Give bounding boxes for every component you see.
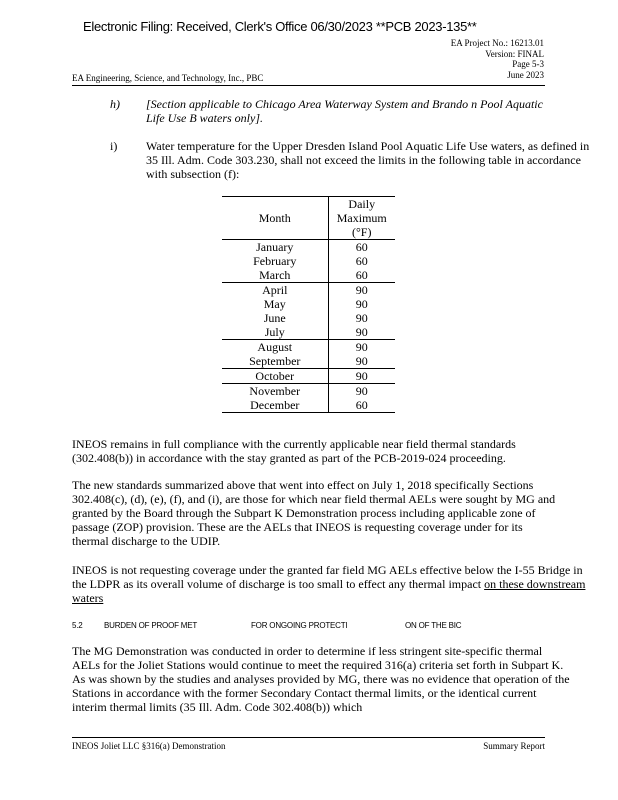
table-row	[222, 297, 395, 311]
daily-max-cell: 90	[328, 340, 395, 355]
daily-max-cell: 60	[355, 254, 368, 268]
daily-max-cell: 90	[328, 384, 395, 399]
month-column-header: Month	[222, 197, 328, 240]
footer-right: Summary Report	[483, 741, 545, 751]
table-row	[222, 283, 395, 298]
month-cell: September	[222, 354, 328, 369]
daily-max-column-header: Daily Maximum (°F)	[328, 197, 395, 240]
header-project-info	[451, 38, 544, 80]
table-row	[222, 311, 395, 325]
daily-max-cell: 90	[328, 283, 395, 298]
month-cell: June	[222, 311, 328, 325]
item-i-marker: i)	[110, 139, 118, 153]
table-row	[222, 325, 395, 340]
table-row	[222, 369, 395, 384]
project-number: EA Project No.: 16213.01	[450, 38, 544, 48]
filing-stamp: Electronic Filing: Received, Clerk's Office 06/30/2023 **PCB 2023-135**	[83, 19, 477, 34]
compliance-paragraph: INEOS remains in full compliance with the currently applicable near field thermal standards (302.408(b)) in accordance with the stay granted as part of the PCB-2019-024 proceeding.	[72, 437, 516, 465]
company-name: EA Engineering, Science, and Technology, Inc., PBC	[72, 73, 264, 83]
item-h-marker: h)	[110, 97, 120, 111]
temperature-table	[222, 196, 395, 413]
table-row	[222, 254, 395, 268]
table-row	[222, 354, 395, 369]
daily-max-cell: 90	[328, 369, 395, 384]
month-cell: July	[222, 325, 328, 340]
daily-max-cell: 90	[355, 297, 368, 311]
section-title-part-2: FOR ONGOING PROTECTI	[251, 621, 348, 630]
month-cell: August	[222, 340, 328, 355]
month-cell: April	[222, 283, 328, 298]
footer-left: INEOS Joliet LLC §316(a) Demonstration	[72, 741, 226, 751]
table-row	[222, 384, 395, 399]
month-cell: October	[222, 369, 328, 384]
section-title-part-1: BURDEN OF PROOF MET	[104, 621, 198, 630]
daily-max-cell: 90	[355, 311, 368, 325]
table-row	[222, 398, 395, 413]
month-cell: November	[222, 384, 328, 399]
month-cell: May	[222, 297, 328, 311]
item-h-text: [Section applicable to Chicago Area Waterway System and Brando n Pool Aquatic Life Use B waters only].	[146, 97, 543, 125]
table-row	[222, 240, 395, 255]
far-field-paragraph	[72, 563, 592, 605]
version: Version: FINAL	[485, 48, 544, 59]
far-field-text: INEOS is not requesting coverage under the granted far field MG AELs effective below the I-55 Bridge in the LDPR as its overall volume of discharge is too small to effect any thermal impact	[72, 563, 583, 591]
section-number: 5.2	[72, 621, 83, 630]
daily-max-cell: 90	[355, 325, 368, 339]
daily-max-cell: 60	[355, 240, 368, 254]
month-cell: January	[222, 240, 328, 255]
daily-max-cell: 90	[355, 354, 368, 368]
document-date: June 2023	[507, 69, 544, 80]
month-cell: March	[222, 268, 328, 283]
month-cell: December	[222, 398, 328, 413]
far-field-underlined-text: on these downstream waters	[72, 577, 586, 605]
footer-rule	[72, 737, 545, 738]
header-rule	[72, 85, 545, 86]
daily-max-cell: 60	[328, 398, 395, 413]
section-title-part-3: ON OF THE BIC	[405, 621, 462, 630]
daily-max-cell: 60	[355, 268, 368, 282]
item-i-text: Water temperature for the Upper Dresden Island Pool Aquatic Life Use waters, as defined in 35 Ill. Adm. Code 303.230, shall not exceed the limits in the following table in accordance with subsection (f):	[146, 139, 590, 181]
new-standards-paragraph: The new standards summarized above that went into effect on July 1, 2018 specifically Sections 302.408(c), (d), (e), (f), and (i), are those for which near field thermal AELs were sought by MG and granted by the Board through the Subpart K Demonstration process including applicable zone of passage (ZOP) provision. These are the AELs that INEOS is requesting coverage under for its thermal discharge to the UDIP.	[72, 478, 556, 548]
table-row	[222, 340, 395, 355]
month-cell: February	[222, 254, 328, 268]
demonstration-paragraph: The MG Demonstration was conducted in order to determine if less stringent site-specific thermal AELs for the Joliet Stations would continue to meet the required 316(a) criteria set forth in Subpart K. As was shown by the studies and analyses provided by MG, there was no evidence that operation of the Stations in accordance with the former Secondary Contact thermal limits, or the identical current interim thermal limits (35 Ill. Adm. Code 302.408(b)) which	[72, 644, 570, 714]
table-row	[222, 268, 395, 283]
page-number: Page 5-3	[512, 59, 544, 69]
